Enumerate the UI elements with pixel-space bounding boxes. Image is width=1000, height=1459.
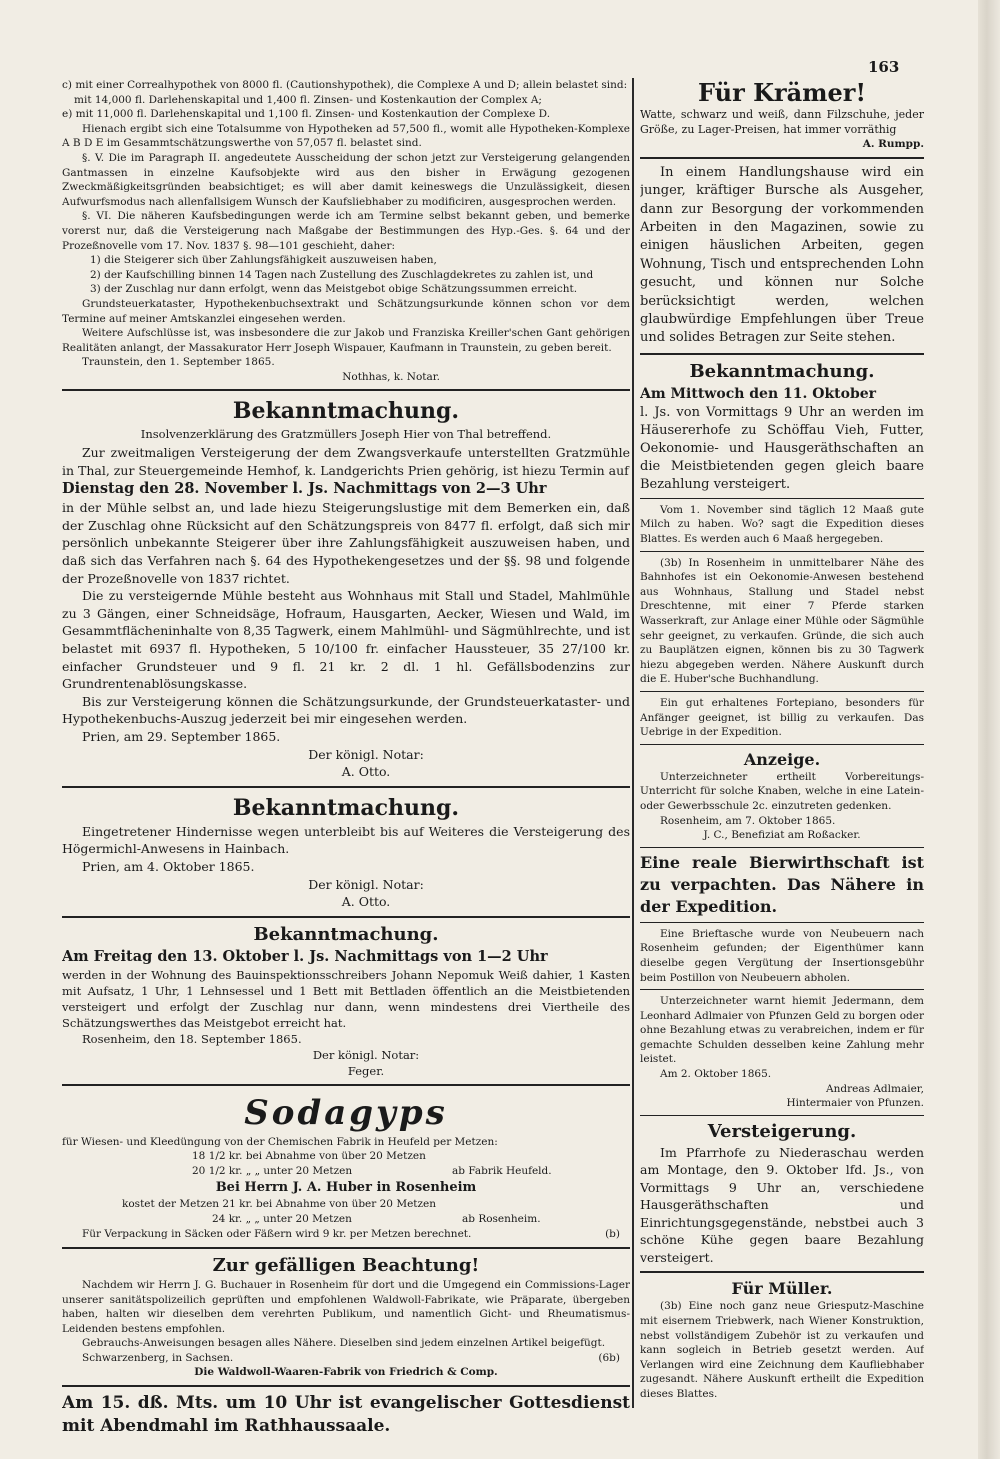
divider <box>62 786 630 788</box>
divider <box>62 389 630 391</box>
ad-text: Nachdem wir Herrn J. G. Buchauer in Rosenheim für dort und die Umgegend ein Commissions-Lager unserer sanitätspolizeilich geprüften und empfohlenen Waldwoll-Fabrikate, wie Präparate, übergeben haben, halten wir dieselben dem verehrten Publikum, und namentlich Gicht- und Rheumatismus-Leidenden bestens empfohlen. <box>62 1278 630 1335</box>
sodagyps-ad <box>62 1091 630 1242</box>
ad-ref: (6b) <box>598 1351 620 1364</box>
notary-name: A. Otto. <box>341 894 391 910</box>
packing-text: Für Verpackung in Säcken oder Fäßern wird 9 kr. per Metzen berechnet. <box>82 1228 472 1241</box>
price-below-20: 20 1/2 kr. „ „ unter 20 Metzen <box>192 1165 353 1178</box>
ad-ref: (b) <box>605 1228 620 1241</box>
ad-title: Versteigerung. <box>707 1120 857 1142</box>
page-edge <box>978 0 1000 1459</box>
left-column <box>62 78 630 1438</box>
divider <box>640 551 924 552</box>
dealer-name: Bei Herrn J. A. Huber in Rosenheim <box>215 1180 477 1196</box>
condition-2: 2) der Kaufschilling binnen 14 Tagen nach Zustellung des Zuschlagdekretes zu zahlen ist, und <box>90 268 594 281</box>
column-divider <box>632 78 634 1408</box>
place-date: Prien, am 29. September 1865. <box>82 728 281 744</box>
mueller-ad <box>640 1278 924 1401</box>
divider <box>640 1271 924 1273</box>
ad-signature: Andreas Adlmaier, <box>826 1082 924 1095</box>
place-date: Rosenheim, den 18. September 1865. <box>82 1031 302 1046</box>
place-date: Prien, am 4. Oktober 1865. <box>82 858 255 874</box>
ad-intro: für Wiesen- und Kleedüngung von der Chemischen Fabrik in Heufeld per Metzen: <box>62 1135 498 1148</box>
price-location: ab Rosenheim. <box>462 1213 541 1226</box>
packing-note <box>62 1227 630 1242</box>
price-above-20: 18 1/2 kr. bei Abnahme von über 20 Metzen <box>192 1150 426 1163</box>
place-text: Schwarzenberg, in Sachsen. <box>82 1351 234 1364</box>
notice-title: Bekanntmachung. <box>232 398 460 425</box>
fortepiano-ad: Ein gut erhaltenes Fortepiano, besonders für Anfänger geeignet, ist billig zu verkaufen. Das Uebrige in der Expedition. <box>640 696 924 739</box>
divider <box>640 847 924 848</box>
notice-title: Bekanntmachung. <box>689 360 875 382</box>
ad-signature-sub: Hintermaier von Pfunzen. <box>786 1097 924 1110</box>
price-row <box>192 1164 630 1179</box>
ad-title: Für Müller. <box>731 1279 833 1299</box>
divider <box>640 922 924 923</box>
notice-text: Eingetretener Hindernisse wegen unterbleibt bis auf Weiteres die Versteigerung des Högermichl-Anwesens in Hainbach. <box>62 823 630 857</box>
ad-signature: Die Waldwoll-Waaren-Fabrik von Friedrich & Comp. <box>194 1366 498 1379</box>
hypothek-total: Hienach ergibt sich eine Totalsumme von Hypotheken ad 57,500 fl., womit alle Hypotheken-Komplexe A B D E im Gesammtschätzungswerthe von 57,057 fl. belastet sind. <box>62 122 630 150</box>
ad-title: Anzeige. <box>743 749 821 769</box>
price-row <box>122 1212 630 1227</box>
notice-gratzmuehle <box>62 396 630 780</box>
divider <box>62 1084 630 1086</box>
notary-label: Der königl. Notar: <box>312 1047 420 1062</box>
condition-1: 1) die Steigerer sich über Zahlungsfähigkeit auszuweisen haben, <box>90 254 437 267</box>
divider <box>640 744 924 745</box>
ad-text: Im Pfarrhofe zu Niederaschau werden am Montage, den 9. Oktober lfd. Js., von Vormittags 9 Uhr an, verschiedene Hausgeräthschaften und Einrichtungsgegenstände, nebstbei auch 3 schöne Kühe gegen baare Bezahlung versteigert. <box>640 1144 924 1265</box>
divider <box>640 691 924 692</box>
hypothek-line-e: e) mit 11,000 fl. Darlehenskapital und 1,100 fl. Zinsen- und Kostenkaution der Complexe D. <box>62 108 551 121</box>
ausgeher-ad: In einem Handlungshause wird ein junger, kräftiger Bursche als Ausgeher, dann zur Besorgung der vorkommenden Arbeiten in den Magazinen, sowie zu einigen häuslichen Arbeiten, gegen Wohnung, Tisch und entsprechenden Lohn gesucht, und können nur Solche berücksichtigt werden, welchen glaubwürdige Empfehlungen über Treue und solides Betragen zur Seite stehen. <box>640 164 924 346</box>
price-row <box>192 1149 630 1164</box>
place-date: Rosenheim, am 7. Oktober 1865. <box>660 814 836 827</box>
kataster-note: Grundsteuerkataster, Hypothekenbuchsextrakt und Schätzungsurkunde können schon vor dem Termine auf meiner Amtskanzlei eingesehen werden. <box>62 297 630 325</box>
notary-label: Der königl. Notar: <box>308 746 424 762</box>
ad-title: Sodagyps <box>244 1092 448 1133</box>
divider <box>62 1247 630 1249</box>
church-notice: Am 15. dß. Mts. um 10 Uhr ist evangelischer Gottesdienst mit Abendmahl im Rathhaussaale. <box>62 1393 630 1437</box>
niederaschau-ad <box>640 1120 924 1267</box>
hypothek-line-d: mit 14,000 fl. Darlehenskapital und 1,400 fl. Zinsen- und Kostenkaution der Complex A; <box>74 93 542 106</box>
page-number: 163 <box>868 58 900 76</box>
aufschluss-note: Weitere Aufschlüsse ist, was insbesondere die zur Jakob und Franziska Kreiller'schen Gant gehörigen Realitäten anlangt, der Massakurator Herr Joseph Wispauer, Kaufmann in Traunstein, zu geben bereit. <box>62 327 630 354</box>
notice-title: Bekanntmachung. <box>253 923 439 945</box>
ad-title: Zur gefälligen Beachtung! <box>212 1254 480 1276</box>
ad-signature: A. Rumpp. <box>862 138 924 151</box>
ad-text: (3b) Eine noch ganz neue Griesputz-Maschine mit eisernem Triebwerk, nach Wiener Konstruktion, nebst vollständigem Zubehör ist zu verkaufen und kann sogleich in Betrieb gesetzt werden. Auf Verlangen wird eine Zeichnung dem Kaufliebhaber zugesandt. Nähere Auskunft ertheilt die Expedition dieses Blattes. <box>640 1300 924 1400</box>
schoeffau-notice <box>640 360 924 494</box>
divider <box>640 498 924 499</box>
divider <box>640 989 924 990</box>
brieftasche-ad: Eine Brieftasche wurde von Neubeuern nach Rosenheim gefunden; der Eigenthümer kann dieselbe gegen Vergütung der Insertionsgebühr beim Postillon von Neubeuern abholen. <box>640 927 924 984</box>
oekonomie-ad: (3b) In Rosenheim in unmittelbarer Nähe des Bahnhofes ist ein Oekonomie-Anwesen bestehend aus Wohnhaus, Stallung und Stadel nebst Dreschtenne, mit einer 7 Pferde starken Wasserkraft, zur Anlage einer Mühle oder Sägmühle sehr geeignet, zu verkaufen. Gründe, die sich auch zu Bauplätzen eignen, können bis zu 30 Tagwerk hiezu abgegeben werden. Nähere Auskunft durch die E. Huber'sche Buchhandlung. <box>640 556 924 686</box>
right-column <box>640 78 924 1438</box>
mill-description: Die zu versteigernde Mühle besteht aus Wohnhaus mit Stall und Stadel, Mahlmühle zu 3 Gängen, einer Schneidsäge, Hofraum, Hausgarten, Aecker, Wiesen und Wald, im Gesammtflächeninhalte von 8,35 Tagwerk, einem Mahlmühl- und Sägmühlrechte, und ist belastet mit 6937 fl. Hypotheken, 5 10/100 fr. einfacher Haussteuer, 35 27/100 kr. einfacher Grundsteuer und 9 fl. 21 kr. 2 dl. 1 hl. Gefällsbodenzins zur Grundrentenablösungskasse. <box>62 588 630 692</box>
ad-title: Für Krämer! <box>698 78 866 107</box>
notice-text: Bis zur Versteigerung können die Schätzungsurkunde, der Grundsteuerkataster- und Hypothekenbuchs-Auszug jederzeit bei mir eingesehen werden. <box>62 693 630 727</box>
ad-text: Gebrauchs-Anweisungen besagen alles Nähere. Dieselben sind jedem einzelnen Artikel beigefügt. <box>82 1337 606 1350</box>
condition-3: 3) der Zuschlag nur dann erfolgt, wenn das Meistgebot obige Schätzungssummen erreicht. <box>90 283 578 296</box>
price-table-dealer <box>122 1197 630 1227</box>
hypothek-section <box>62 78 630 384</box>
notice-text: werden in der Wohnung des Bauinspektionsschreibers Johann Nepomuk Weiß dahier, 1 Kasten mit Aufsatz, 1 Uhr, 1 Lehnsessel und 1 Bett mit Bettladen öffentlich an die Meistbietenden versteigert und erfolgt der Zuschlag nur dann, wenn mindestens drei Viertheile des Schätzungswerthes das Meistgebot erreicht hat. <box>62 967 630 1030</box>
notice-title: Bekanntmachung. <box>232 794 460 821</box>
notice-rosenheim <box>62 923 630 1079</box>
auction-date: Am Mittwoch den 11. Oktober <box>640 385 877 402</box>
waldwoll-ad <box>62 1254 630 1380</box>
ad-signature: J. C., Benefiziat am Roßacker. <box>703 829 861 842</box>
ad-place <box>62 1351 630 1366</box>
warnung-ad <box>640 994 924 1111</box>
kraemer-ad <box>640 78 924 152</box>
milch-ad: Vom 1. November sind täglich 12 Maaß gute Milch zu haben. Wo? sagt die Expedition dieses Blattes. Es werden auch 6 Maaß hergegeben. <box>640 503 924 546</box>
ad-text: Watte, schwarz und weiß, dann Filzschuhe, jeder Größe, zu Lager-Preisen, hat immer vorräthig <box>640 108 924 136</box>
notary-label: Der königl. Notar: <box>308 876 424 892</box>
auction-date: Am Freitag den 13. Oktober l. Js. Nachmittags von 1—2 Uhr <box>62 947 548 965</box>
place-date: Traunstein, den 1. September 1865. <box>82 356 275 369</box>
price-below-20: 24 kr. „ „ unter 20 Metzen <box>212 1213 352 1226</box>
price-row <box>122 1197 630 1212</box>
bierwirth-ad: Eine reale Bierwirthschaft ist zu verpachten. Das Nähere in der Expedition. <box>640 852 924 916</box>
price-location: ab Fabrik Heufeld. <box>452 1165 552 1178</box>
divider <box>640 353 924 355</box>
notary-name: A. Otto. <box>341 764 391 780</box>
notice-subtitle: Insolvenzerklärung des Gratzmüllers Joseph Hier von Thal betreffend. <box>140 427 552 442</box>
notice-text: l. Js. von Vormittags 9 Uhr an werden im Häusererhofe zu Schöffau Vieh, Futter, Oekonomie- und Hausgeräthschaften an die Meistbietenden gegen gleich baare Bezahlung versteigert. <box>640 404 924 492</box>
price-above-20: kostet der Metzen 21 kr. bei Abnahme von über 20 Metzen <box>122 1198 437 1211</box>
divider <box>640 1115 924 1116</box>
divider <box>640 157 924 159</box>
notice-text: in der Mühle selbst an, und lade hiezu Steigerungslustige mit dem Bemerken ein, daß der Zuschlag ohne Rücksicht auf den Schätzungspreis von 8477 fl. erfolgt, daß sich mir persönlich unbekannte Steigerer über ihre Zahlungsfähigkeit auszuweisen haben, und daß sich das Verfahren nach §. 64 des Hypothekengesetzes und der §§. 98 und folgende der Prozeßnovelle von 1837 richtet. <box>62 500 630 586</box>
ad-text: Unterzeichneter warnt hiemit Jedermann, dem Leonhard Adlmaier von Pfunzen Geld zu borgen oder ohne Bezahlung etwas zu verabreichen, indem er für gemachte Schulden desselben keine Zahlung mehr leistet. <box>640 995 924 1066</box>
divider <box>62 916 630 918</box>
anzeige-ad <box>640 749 924 843</box>
paragraph-v: §. V. Die im Paragraph II. angedeutete Ausscheidung der schon jetzt zur Versteigerung gelangenden Gantmassen in einzelne Kaufsobjekte wird aus den bisher in Erwägung gezogenen Zweckmäßigkeitsgründen beabsichtiget; es will aber damit keineswegs die Unzulässigkeit, diesen Aufwurfsmodus nach allenfallsigem Wunsch der Kaufsliebhaber zu modificiren, ausgesprochen werden. <box>62 151 630 208</box>
notice-text: Zur zweitmaligen Versteigerung der dem Zwangsverkaufe unterstellten Gratzmühle in Thal, zur Steuergemeinde Hemhof, k. Landgerichts Prien gehörig, ist hiezu Termin auf <box>62 445 630 478</box>
price-table-factory <box>192 1149 630 1179</box>
paragraph-vi: §. VI. Die näheren Kaufsbedingungen werde ich am Termine selbst bekannt geben, und bemerke vorerst nur, daß die Versteigerung nach Maßgabe der Bestimmungen des Hyp.-Ges. §. 64 und der Prozeßnovelle vom 17. Nov. 1837 §. 98—101 geschieht, daher: <box>62 210 630 252</box>
notary-signature: Nothhas, k. Notar. <box>342 370 440 383</box>
auction-date: Dienstag den 28. November l. Js. Nachmittags von 2—3 Uhr <box>62 480 547 498</box>
place-date: Am 2. Oktober 1865. <box>660 1068 772 1081</box>
divider <box>62 1385 630 1387</box>
notary-name: Feger. <box>347 1063 385 1078</box>
hypothek-line-c: c) mit einer Correalhypothek von 8000 fl. (Cautionshypothek), die Complexe A und D; allein belastet sind: <box>62 79 628 91</box>
notice-hainbach <box>62 793 630 911</box>
ad-text: Unterzeichneter ertheilt Vorbereitungs-Unterricht für solche Knaben, welche in eine Latein- oder Gewerbsschule 2c. einzutreten gedenken. <box>640 770 924 812</box>
